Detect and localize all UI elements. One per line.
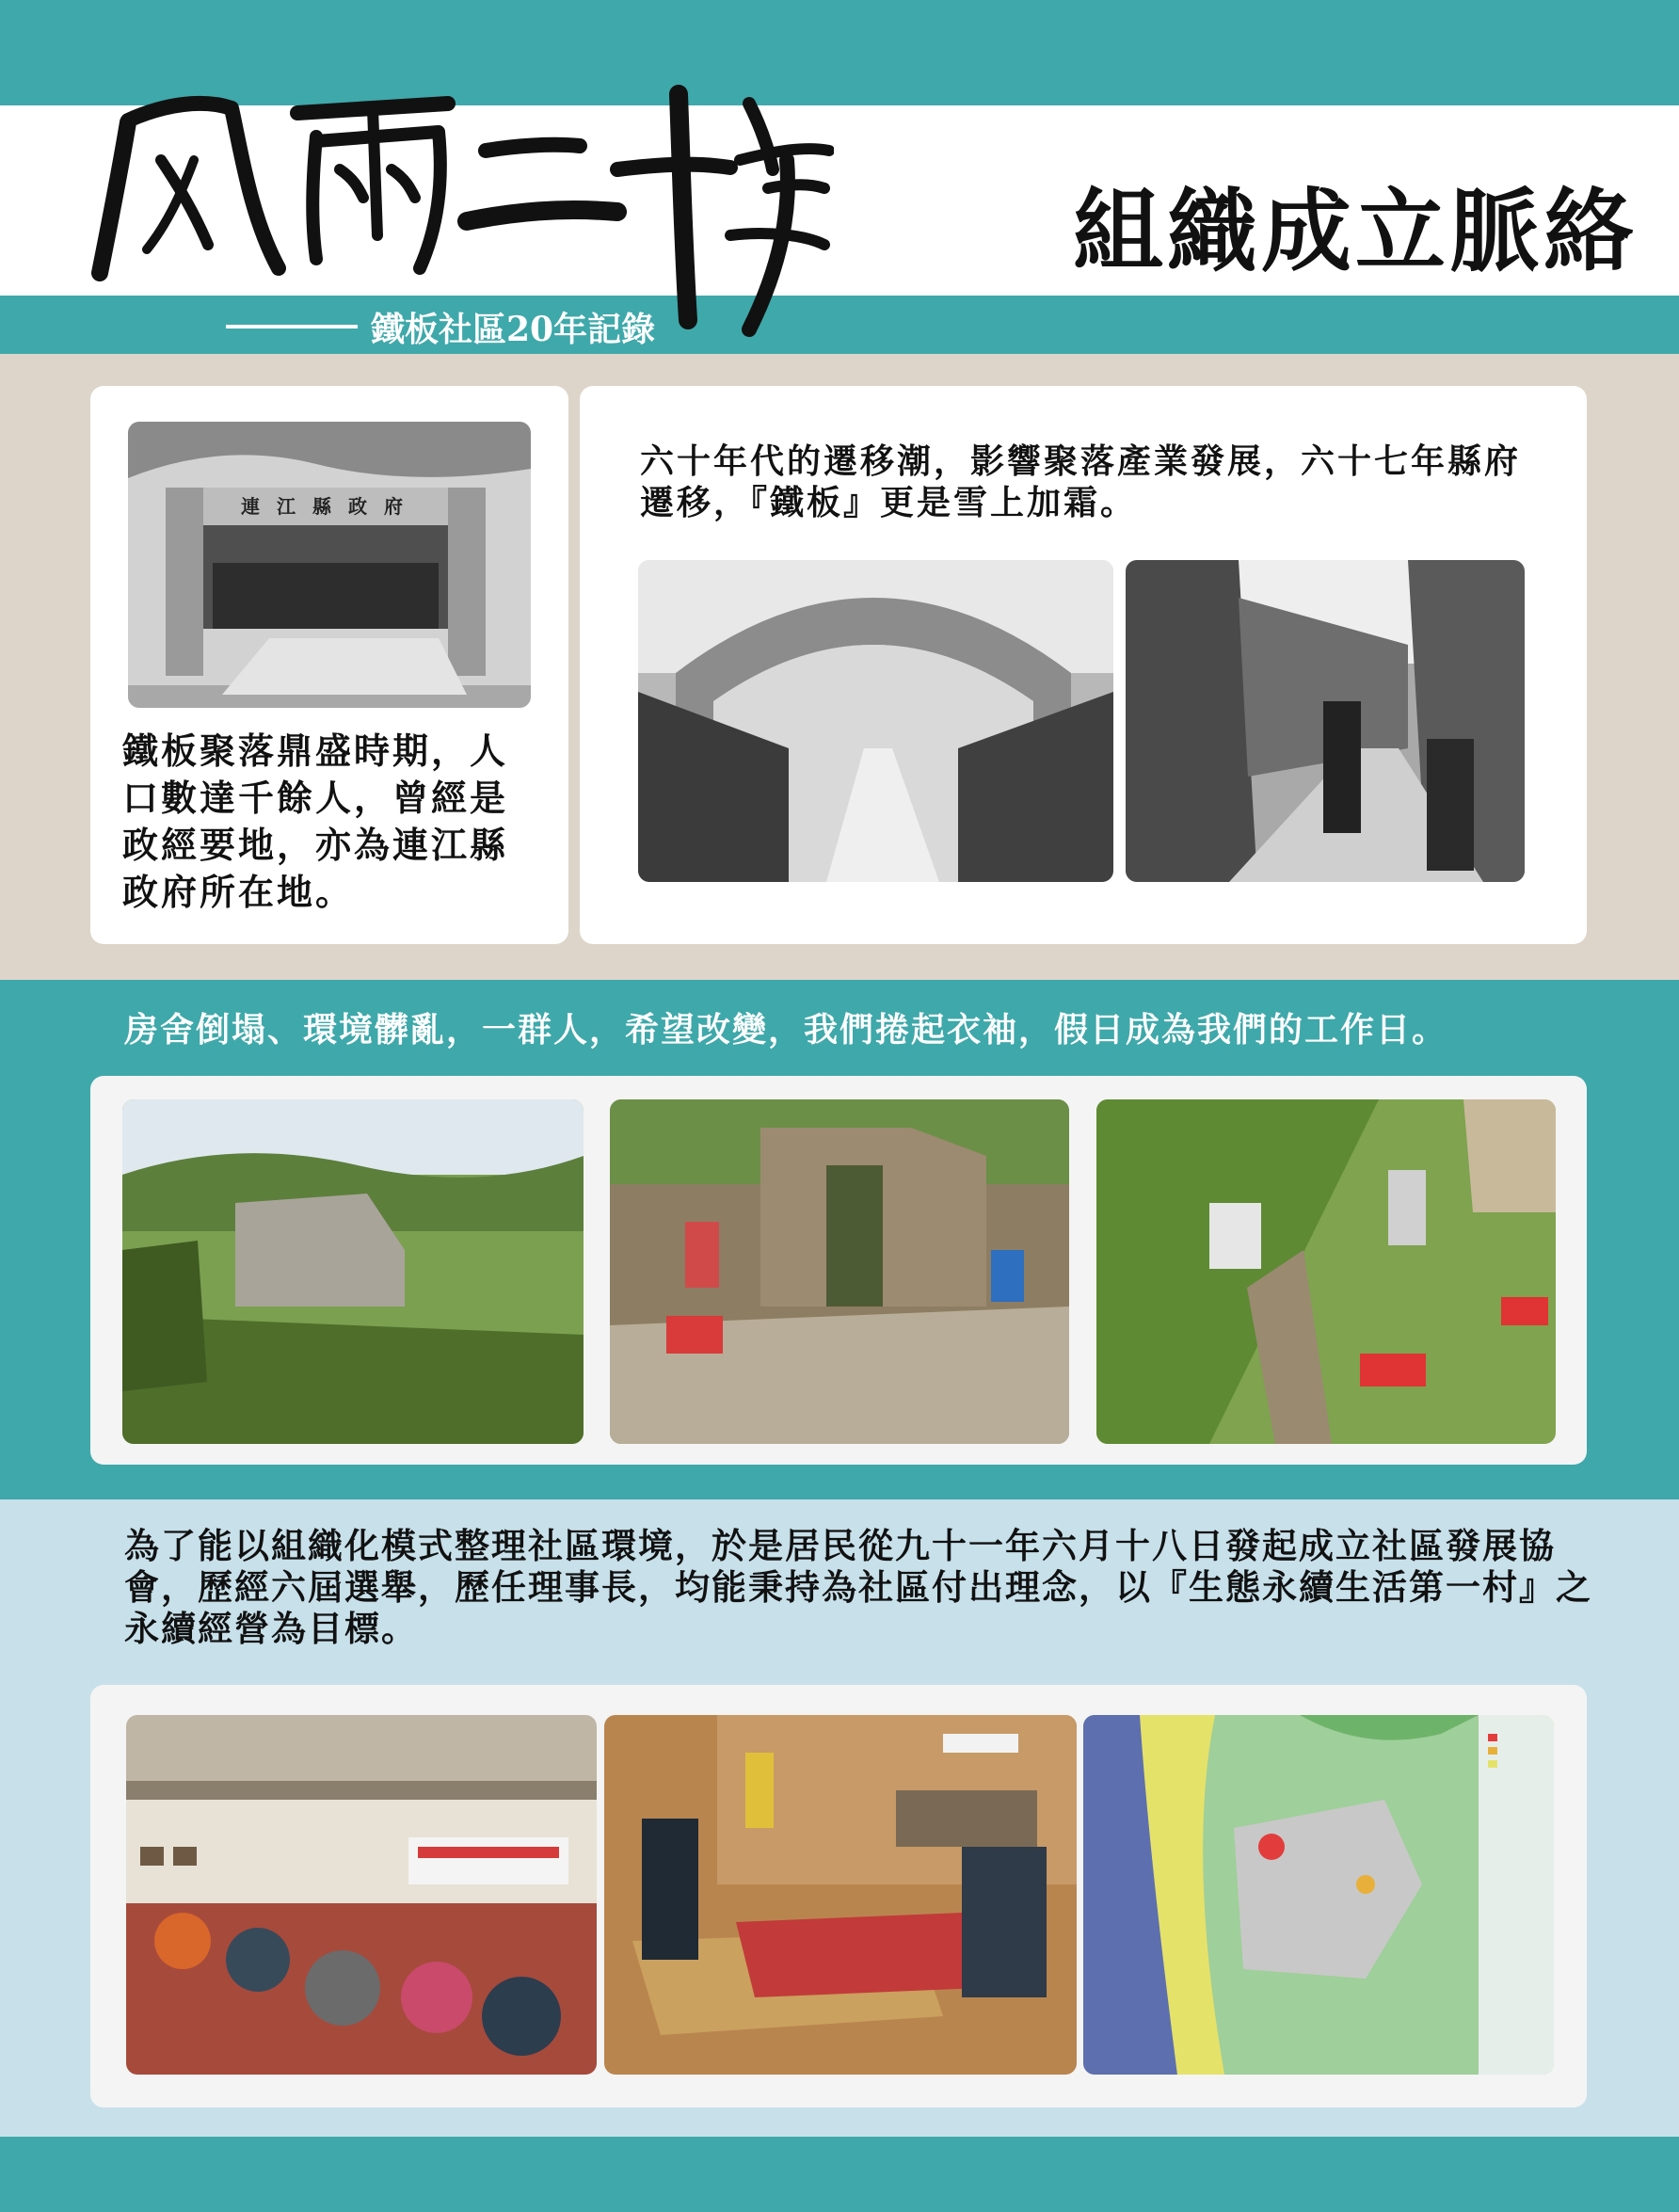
history-text-right: 六十年代的遷移潮，影響聚落產業發展，六十七年縣府遷移，『鐵板』更是雪上加霜。 xyxy=(640,441,1522,522)
subtitle-text: 鐵板社區20年記錄 xyxy=(371,309,656,349)
county-gov-gate-photo xyxy=(128,422,531,708)
section-title: 組織成立脈絡 xyxy=(1073,178,1638,284)
community-map-photo xyxy=(1083,1715,1554,2075)
village-street-photo xyxy=(1126,560,1525,882)
restoration-intro-text: 房舍倒塌、環境髒亂，一群人，希望改變，我們捲起衣袖，假日成為我們的工作日。 xyxy=(124,1010,1448,1050)
gate-sign-text: 連江縣政府 xyxy=(241,495,420,518)
subtitle xyxy=(226,303,655,350)
community-meeting-photo xyxy=(126,1715,597,2075)
stone-wall-work-photo xyxy=(610,1099,1069,1444)
subtitle-dash xyxy=(226,325,358,329)
calligraphy-title-logo xyxy=(90,56,834,339)
workshop-meeting-photo xyxy=(604,1715,1077,2075)
history-text-left: 鐵板聚落鼎盛時期，人口數達千餘人，曾經是政經要地，亦為連江縣政府所在地。 xyxy=(122,729,509,913)
village-arch-photo xyxy=(638,560,1113,882)
hillside-cleanup-photo xyxy=(1096,1099,1556,1444)
collapsed-house-photo xyxy=(122,1099,584,1444)
association-text: 為了能以組織化模式整理社區環境，於是居民從九十一年六月十八日發起成立社區發展協會，歷經六屆選舉，歷任理事長，均能秉持為社區付出理念，以『生態永續生活第一村』之永續經營為目標。 xyxy=(124,1525,1592,1649)
bottom-teal-band xyxy=(0,2137,1679,2212)
